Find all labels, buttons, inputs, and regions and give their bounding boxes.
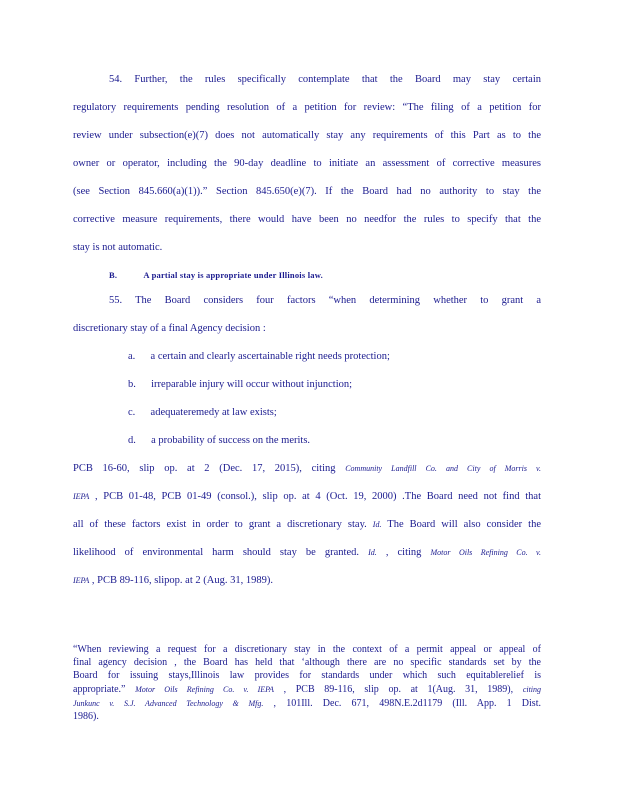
case-name: Motor Oils Refining Co. v. <box>430 548 542 557</box>
para-54-line-4: owner or operator, including the 90-day deadline to initiate an assessment of corrective measures <box>73 158 541 169</box>
para-54-line-7: stay is not automatic. <box>73 242 163 253</box>
citation-text: The Board will also consider the <box>387 519 542 530</box>
factor-text: a probability of success on the merits. <box>151 435 311 446</box>
case-name: IEPA <box>73 576 90 585</box>
factor-letter: a. <box>128 351 136 362</box>
factor-letter: b. <box>128 379 136 390</box>
factor-letter: c. <box>128 407 136 418</box>
citation-line-3 <box>73 518 541 531</box>
citation-text: PCB 16-60, slip op. at 2 (Dec. 17, 2015), citing <box>73 463 336 474</box>
footnote-line-3: Board for issuing stays,Illinois law provides for standards under which such equitablerelief is <box>73 670 541 681</box>
citation-line-5 <box>73 574 541 587</box>
id-cite: Id. <box>372 520 382 529</box>
citation-line-2 <box>73 490 541 503</box>
case-name: Junkunc v. S.J. Advanced Technology & Mfg. <box>73 699 264 708</box>
para-55-line-1: 55. The Board considers four factors “when determining whether to grant a <box>109 295 541 306</box>
footnote-line-2: final agency decision , the Board has held that ‘although there are no specific standards set by the <box>73 657 541 668</box>
footnote-line-6: 1986). <box>73 711 99 722</box>
para-55-line-2: discretionary stay of a final Agency decision : <box>73 323 266 334</box>
factor-a <box>128 350 428 363</box>
para-54-line-1: 54. Further, the rules specifically contemplate that the Board may stay certain <box>109 74 541 85</box>
citation-text: , citing <box>385 547 422 558</box>
factor-c <box>128 406 428 419</box>
case-name: Community Landfill Co. and City of Morris v. <box>345 464 541 473</box>
footnote-text: , 101Ill. Dec. 671, 498N.E.2d1179 (Ill. App. 1 Dist. <box>273 698 541 709</box>
citation-text: , PCB 89-116, slipop. at 2 (Aug. 31, 1989). <box>91 575 273 586</box>
section-heading-text: A partial stay is appropriate under Illinois law. <box>143 270 323 280</box>
case-name: Motor Oils Refining Co. v. IEPA <box>135 685 274 694</box>
citation-line-1 <box>73 462 541 475</box>
footnote-line-4 <box>73 684 541 696</box>
id-cite: Id. <box>368 548 377 557</box>
case-name: IEPA <box>73 492 90 501</box>
section-heading <box>109 269 409 282</box>
factor-d <box>128 434 428 447</box>
factor-text: irreparable injury will occur without injunction; <box>151 379 353 390</box>
factor-b <box>128 378 428 391</box>
citing-signal: citing <box>522 685 542 694</box>
footnote-text: appropriate.” <box>73 684 126 695</box>
citation-line-4 <box>73 546 541 559</box>
section-heading-letter: B. <box>109 270 118 280</box>
footnote-line-5 <box>73 698 541 710</box>
factor-text: adequateremedy at law exists; <box>150 407 277 418</box>
factor-text: a certain and clearly ascertainable right needs protection; <box>150 351 390 362</box>
citation-text: , PCB 01-48, PCB 01-49 (consol.), slip op. at 4 (Oct. 19, 2000) .The Board need not find that <box>94 491 541 502</box>
footnote-text: , PCB 89-116, slip op. at 1(Aug. 31, 1989), <box>283 684 514 695</box>
para-54-line-2: regulatory requirements pending resolution of a petition for review: “The filing of a petition for <box>73 102 541 113</box>
factor-letter: d. <box>128 435 136 446</box>
para-54-line-6: corrective measure requirements, there would have been no needfor the rules to specify that the <box>73 214 541 225</box>
para-54-line-3: review under subsection(e)(7) does not automatically stay any requirements of this Part as to the <box>73 130 541 141</box>
citation-text: likelihood of environmental harm should stay be granted. <box>73 547 359 558</box>
para-54-line-5: (see Section 845.660(a)(1)).” Section 845.650(e)(7). If the Board had no authority to stay the <box>73 186 541 197</box>
footnote-line-1: “When reviewing a request for a discretionary stay in the context of a permit appeal or appeal of <box>73 644 541 655</box>
citation-text: all of these factors exist in order to grant a discretionary stay. <box>73 519 367 530</box>
